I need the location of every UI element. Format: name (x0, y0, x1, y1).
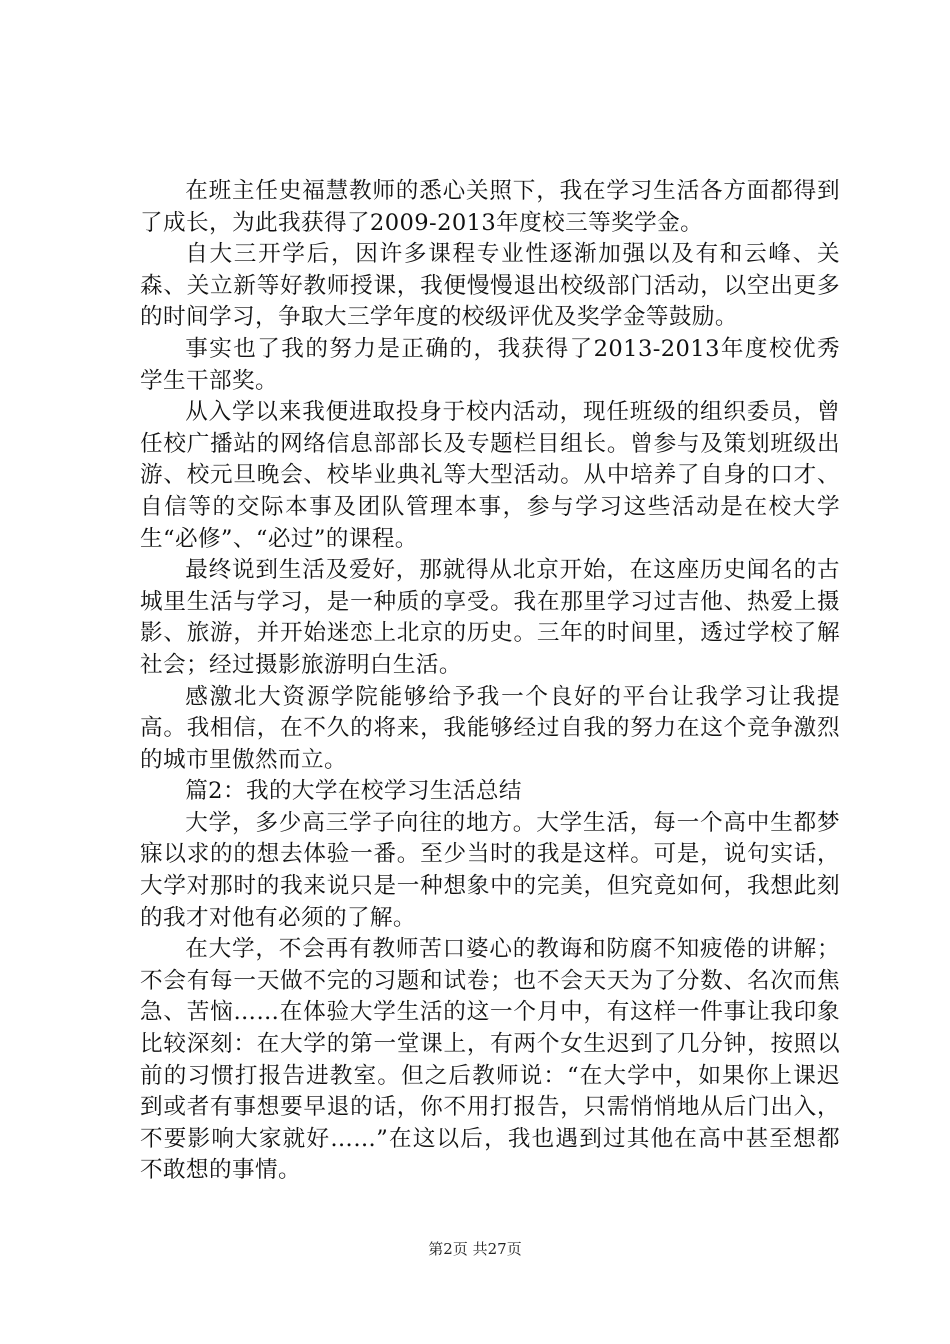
paragraph-2: 自大三开学后，因许多课程专业性逐渐加强以及有和云峰、关森、关立新等好教师授课，我便慢慢退出校级部门活动，以空出更多的时间学习，争取大三学年度的校级评优及奖学金等鼓励。 (140, 241, 840, 331)
paragraph-8: 在大学，不会再有教师苦口婆心的教诲和防腐不知疲倦的讲解；不会有每一天做不完的习题和试卷；也不会天天为了分数、名次而焦急、苦恼……在体验大学生活的这一个月中，有这样一件事让我印象比较深刻：在大学的第一堂课上，有两个女生迟到了几分钟，按照以前的习惯打报告进教室。但之后教师说：“在大学中，如果你上课迟到或者有事想要早退的话，你不用打报告，只需悄悄地从后门出入，不要影响大家就好……”在这以后，我也遇到过其他在高中甚至想都不敢想的事情。 (140, 936, 840, 1184)
paragraph-3: 事实也了我的努力是正确的，我获得了2013-2013年度校优秀学生干部奖。 (140, 335, 840, 394)
page-footer: 第2页 共27页 (428, 1240, 522, 1258)
section-heading: 篇2：我的大学在校学习生活总结 (185, 778, 522, 805)
paragraph-7: 大学，多少高三学子向往的地方。大学生活，每一个高中生都梦寐以求的的想去体验一番。至少当时的我是这样。可是，说句实话，大学对那时的我来说只是一种想象中的完美，但究竟如何，我想此刻的我才对他有必须的了解。 (140, 809, 840, 931)
paragraph-6: 感激北大资源学院能够给予我一个良好的平台让我学习让我提高。我相信，在不久的将来，我能够经过自我的努力在这个竞争激烈的城市里傲然而立。 (140, 683, 840, 773)
paragraph-5: 最终说到生活及爱好，那就得从北京开始，在这座历史闻名的古城里生活与学习，是一种质的享受。我在那里学习过吉他、热爱上摄影、旅游，并开始迷恋上北京的历史。三年的时间里，透过学校了解社会；经过摄影旅游明白生活。 (140, 557, 840, 678)
paragraph-4: 从入学以来我便进取投身于校内活动，现任班级的组织委员，曾任校广播站的网络信息部部长及专题栏目组长。曾参与及策划班级出游、校元旦晚会、校毕业典礼等大型活动。从中培养了自身的口才、自信等的交际本事及团队管理本事，参与学习这些活动是在校大学生“必修”、“必过”的课程。 (140, 399, 840, 552)
body-text (140, 176, 840, 1187)
paragraph-1: 在班主任史福慧教师的悉心关照下，我在学习生活各方面都得到了成长，为此我获得了2009-2013年度校三等奖学金。 (140, 178, 840, 236)
